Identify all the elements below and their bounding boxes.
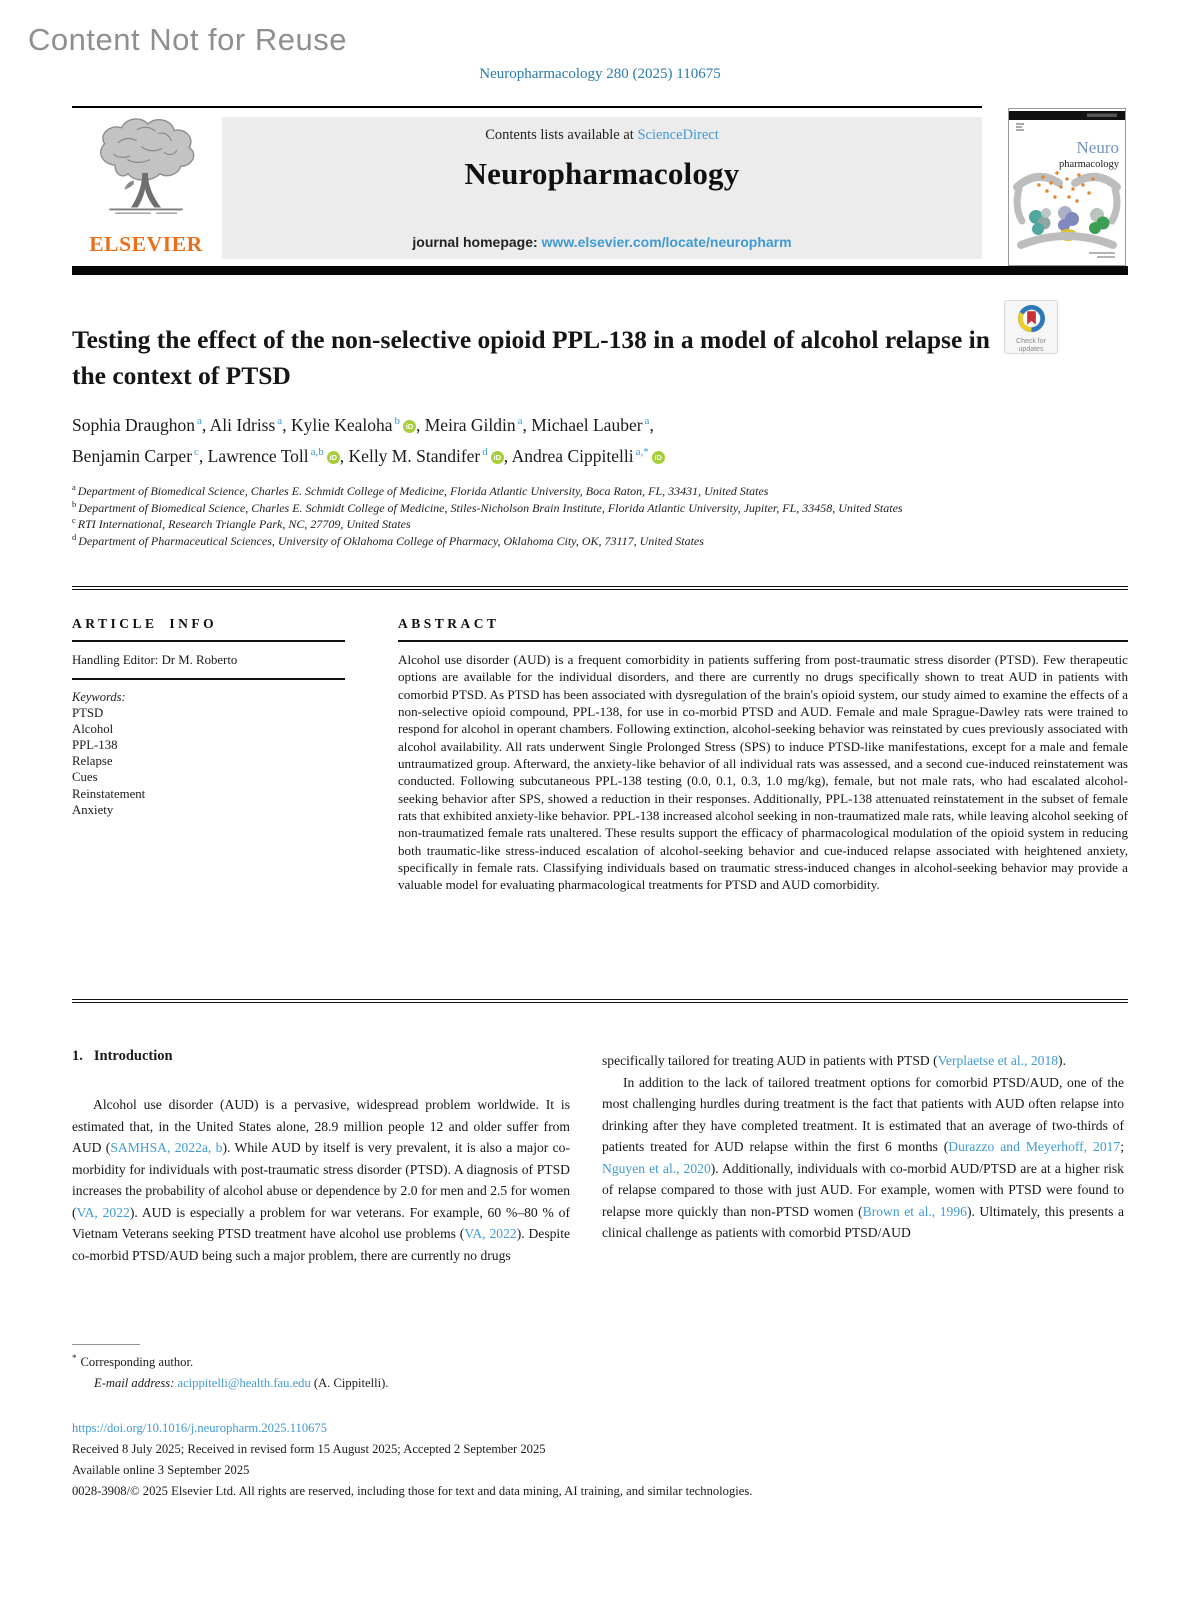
article-info-column <box>72 616 345 818</box>
author <box>208 446 349 466</box>
check-for-updates-badge[interactable] <box>1004 300 1058 354</box>
text-run: Alcohol use disorder (AUD) is a pervasive, widespread problem worldwide. It is estimated that, in the United States alone, 28.9 million people 12 and older suffer from AUD ( <box>72 1097 570 1155</box>
reference-link[interactable]: VA, 2022 <box>76 1204 130 1220</box>
author <box>210 415 291 435</box>
homepage-link[interactable]: www.elsevier.com/locate/neuropharm <box>541 234 792 250</box>
handling-editor: Handling Editor: Dr M. Roberto <box>72 653 238 667</box>
footnote-star: * <box>72 1352 77 1363</box>
sciencedirect-link[interactable]: ScienceDirect <box>637 127 719 143</box>
received-dates: Received 8 July 2025; Received in revised form 15 August 2025; Accepted 2 September 2025 <box>72 1442 546 1456</box>
author-name: Lawrence Toll <box>207 446 309 466</box>
abstract-heading: ABSTRACT <box>398 616 500 631</box>
watermark: Content Not for Reuse <box>28 22 347 57</box>
text-run: ). AUD is especially a problem for war veterans. For example, 60 %–80 % of Vietnam Veterans seeking PTSD treatment have alcohol use problems ( <box>72 1204 570 1241</box>
author-separator: , <box>201 415 210 435</box>
homepage-label: journal homepage: <box>412 234 542 250</box>
affiliation-sup: c <box>72 515 76 525</box>
divider <box>72 678 345 680</box>
intro-paragraph-col2b <box>602 1072 1124 1244</box>
elsevier-wordmark: ELSEVIER <box>89 232 203 256</box>
keyword: Relapse <box>72 754 113 769</box>
intro-paragraph-col2a <box>602 1050 1124 1072</box>
footnote-area <box>72 1344 1072 1502</box>
orcid-icon[interactable]: iD <box>403 420 416 433</box>
cover-title-bottom: pharmacology <box>1058 159 1119 170</box>
author-name: Michael Lauber <box>531 415 643 435</box>
email-label: E-mail address: <box>94 1376 178 1390</box>
author-affiliation-sup[interactable]: a,* <box>635 446 649 459</box>
affiliation-text: Department of Biomedical Science, Charles E. Schmidt College of Medicine, Stiles-Nicholson Brain Institute, Florida Atlantic University, Jupiter, FL, 33458, United States <box>78 500 903 515</box>
author <box>291 415 425 435</box>
elsevier-logo <box>72 114 220 260</box>
author-separator: , <box>339 446 349 466</box>
reference-link[interactable]: Nguyen et al., 2020 <box>602 1160 711 1176</box>
intro-paragraph-col1 <box>72 1094 570 1266</box>
author <box>512 446 665 466</box>
author-name: Kylie Kealoha <box>290 415 393 435</box>
divider <box>72 640 345 642</box>
corresponding-text: Corresponding author. <box>80 1355 194 1369</box>
introduction-section <box>72 1048 1128 1263</box>
author-affiliation-sup[interactable]: a <box>196 415 202 428</box>
orcid-icon[interactable]: iD <box>652 451 665 464</box>
author-affiliation-sup[interactable]: a <box>517 415 523 428</box>
author-separator: , <box>198 446 208 466</box>
keyword: Anxiety <box>72 802 114 817</box>
author-affiliation-sup[interactable]: d <box>482 446 488 459</box>
badge-label-line2: updates <box>1018 345 1044 353</box>
cover-title-top: Neuro <box>1076 138 1119 157</box>
author-separator: , <box>282 415 291 435</box>
reference-link[interactable]: SAMHSA, 2022a, b <box>110 1140 223 1155</box>
affiliation-sup: a <box>72 482 76 492</box>
author-affiliation-sup[interactable]: b <box>394 415 400 428</box>
text-run: In addition to the lack of tailored treatment options for comorbid PTSD/AUD, one of the most challenging hurdles during treatment is the fact that patients with AUD often relapse into drinking after they have completed treatment. It is estimated that an average of two-thirds of patients treated for AUD relapse within the first 6 months ( <box>602 1074 1124 1154</box>
footnote-divider <box>72 1344 140 1345</box>
affiliation-text: Department of Biomedical Science, Charles E. Schmidt College of Medicine, Florida Atlantic University, Boca Raton, FL, 33431, United States <box>77 484 769 498</box>
affiliation-sup: b <box>72 498 77 509</box>
text-run: ). Additionally, individuals with co-morbid AUD/PTSD are at a higher risk of relapse compared to those with just AUD. For example, women with PTSD were found to relapse more quickly than non-PTSD women ( <box>602 1160 1124 1219</box>
contents-prefix: Contents lists available at <box>485 127 638 143</box>
reference-link[interactable]: Brown et al., 1996 <box>862 1203 967 1219</box>
affiliation <box>72 500 1022 517</box>
abstract-text: Alcohol use disorder (AUD) is a frequent comorbidity in patients suffering from post-traumatic stress disorder (PTSD). Few therapeutic options are available for the individual disorders, and there are currently no drugs specifically shown to treat AUD in patients with comorbid PTSD. As PTSD has been associated with dysregulation of the brain's opioid system, our study aimed to examine the effects of a non-selective opioid compound, PPL-138, for use in co-morbid PTSD and AUD. Female and male Sprague-Dawley rats were trained to respond for alcohol in operant chambers. Following extinction, alcohol-seeking behavior was reinstated by cues previously associated with alcohol availability. All rats underwent Single Prolonged Stress (SPS) to induce PTSD-like manifestations, except for a male and female untraumatized group. Afterward, the anxiety-like behavior of all individual rats was assessed, and a second cue-induced reinstatement was conducted. Following subcutaneous PPL-138 testing (0.0, 0.1, 0.3, 1.0 mg/kg), female, but not male rats, who had escalated alcohol-seeking behavior after SPS, showed a reduction in their responses. Additionally, PPL-138 attenuated reinstatement in the subset of female rats that exhibited anxiety-like behavior. PPL-138 increased alcohol seeking in non-traumatized male rats, while leaving alcohol seeking of non-traumatized female rats unaltered. These results support the efficacy of pharmacological modulation of the opioid system in reducing both traumatic-like stress-induced escalation of alcohol-seeking behavior and cue-induced relapse associated with heightened anxiety, specifically in female rats. Classifying individuals based on traumatic stress-induced changes in alcohol-seeking behavior may provide a valuable model for evaluating pharmacological treatments for PTSD and AUD comorbidity. <box>398 652 1128 893</box>
article-info-heading: ARTICLE INFO <box>72 616 218 631</box>
author-name: Kelly M. Standifer <box>348 446 481 466</box>
affiliation <box>72 533 1022 550</box>
email-line <box>94 1373 1072 1394</box>
journal-cover-thumbnail <box>1008 108 1126 266</box>
text-run: ). <box>1058 1053 1066 1068</box>
issn-copyright: 0028-3908/© 2025 Elsevier Ltd. All rights are reserved, including those for text and data mining, AI training, and similar technologies. <box>72 1484 753 1498</box>
divider <box>72 586 1128 590</box>
elsevier-tree-icon <box>85 213 207 230</box>
author-list <box>72 410 1072 472</box>
journal-name: Neuropharmacology <box>464 156 740 191</box>
badge-label-line1: Check for <box>1016 338 1046 345</box>
keyword: PTSD <box>72 705 104 720</box>
corresponding-author-note <box>72 1352 1072 1373</box>
author-separator: , <box>503 446 512 466</box>
email-suffix: (A. Cippitelli). <box>310 1376 389 1390</box>
affiliation-text: RTI International, Research Triangle Park, NC, 27709, United States <box>77 517 411 531</box>
article-title: Testing the effect of the non-selective opioid PPL-138 in a model of alcohol relapse in the context of PTSD <box>72 325 990 390</box>
text-run: ). Despite co-morbid PTSD/AUD being such a major problem, there are currently no drugs <box>72 1226 571 1263</box>
divider <box>398 640 1128 642</box>
author-affiliation-sup[interactable]: c <box>194 446 199 459</box>
orcid-icon[interactable]: iD <box>327 451 340 464</box>
author-separator: , <box>416 415 425 435</box>
reference-link[interactable]: Durazzo and Meyerhoff, 2017 <box>948 1139 1121 1154</box>
affiliation-sup: d <box>72 531 77 542</box>
author <box>425 415 532 435</box>
section-number: 1. <box>72 1048 83 1064</box>
reference-link[interactable]: Verplaetse et al., 2018 <box>937 1053 1059 1068</box>
author-separator: , <box>649 415 654 435</box>
author <box>72 415 210 435</box>
author-name: Sophia Draughon <box>72 415 195 435</box>
reference-link[interactable]: VA, 2022 <box>464 1226 517 1241</box>
doi-link[interactable]: https://doi.org/10.1016/j.neuropharm.2025.110675 <box>72 1421 328 1435</box>
affiliation <box>72 516 1022 533</box>
journal-masthead <box>222 117 982 259</box>
divider <box>72 106 982 108</box>
affiliation-list <box>72 483 1022 549</box>
author-name: Benjamin Carper <box>72 446 193 466</box>
affiliation <box>72 483 1022 500</box>
author-affiliation-sup[interactable]: a <box>277 415 283 428</box>
text-run: ; <box>1120 1139 1125 1154</box>
author-affiliation-sup[interactable]: a,b <box>310 446 324 459</box>
text-run: specifically tailored for treating AUD in patients with PTSD ( <box>602 1053 938 1068</box>
divider <box>72 999 1128 1003</box>
author-name: Meira Gildin <box>424 415 516 435</box>
intro-column2 <box>602 1050 1124 1244</box>
author <box>349 446 512 466</box>
affiliation-text: Department of Pharmaceutical Sciences, University of Oklahoma College of Pharmacy, Oklahoma City, OK, 73117, United States <box>78 533 704 548</box>
crossmark-icon <box>1017 320 1046 337</box>
available-online: Available online 3 September 2025 <box>72 1463 250 1477</box>
divider <box>72 266 1128 275</box>
author-separator: , <box>522 415 532 435</box>
text-run: ). While AUD by itself is very prevalent, it is also a major co-morbidity for individuals with post-traumatic stress disorder (PTSD). A diagnosis of PTSD increases the probability of alcohol abuse or dependence by 2.0 for men and 2.5 for women ( <box>72 1140 570 1220</box>
publication-info <box>72 1418 1072 1502</box>
journal-citation[interactable]: Neuropharmacology 280 (2025) 110675 <box>479 66 721 82</box>
abstract-column <box>398 616 1128 894</box>
contents-line <box>222 127 982 144</box>
text-run: ). Ultimately, this presents a clinical challenge as patients with comorbid PTSD/AUD <box>602 1203 1124 1240</box>
author <box>531 415 654 435</box>
author-affiliation-sup[interactable]: a <box>644 415 650 428</box>
section-title: Introduction <box>93 1048 173 1064</box>
homepage-line <box>222 234 982 250</box>
author-name: Andrea Cippitelli <box>511 446 634 466</box>
author <box>72 446 208 466</box>
email-link[interactable]: acippitelli@health.fau.edu <box>177 1376 311 1390</box>
keyword: PPL-138 <box>72 737 118 752</box>
keyword: Alcohol <box>72 721 114 736</box>
author-name: Ali Idriss <box>209 415 276 435</box>
keywords-list <box>72 705 345 818</box>
orcid-icon[interactable]: iD <box>491 451 504 464</box>
keywords-label: Keywords: <box>72 689 126 704</box>
keyword: Reinstatement <box>72 786 146 801</box>
keyword: Cues <box>72 770 98 785</box>
